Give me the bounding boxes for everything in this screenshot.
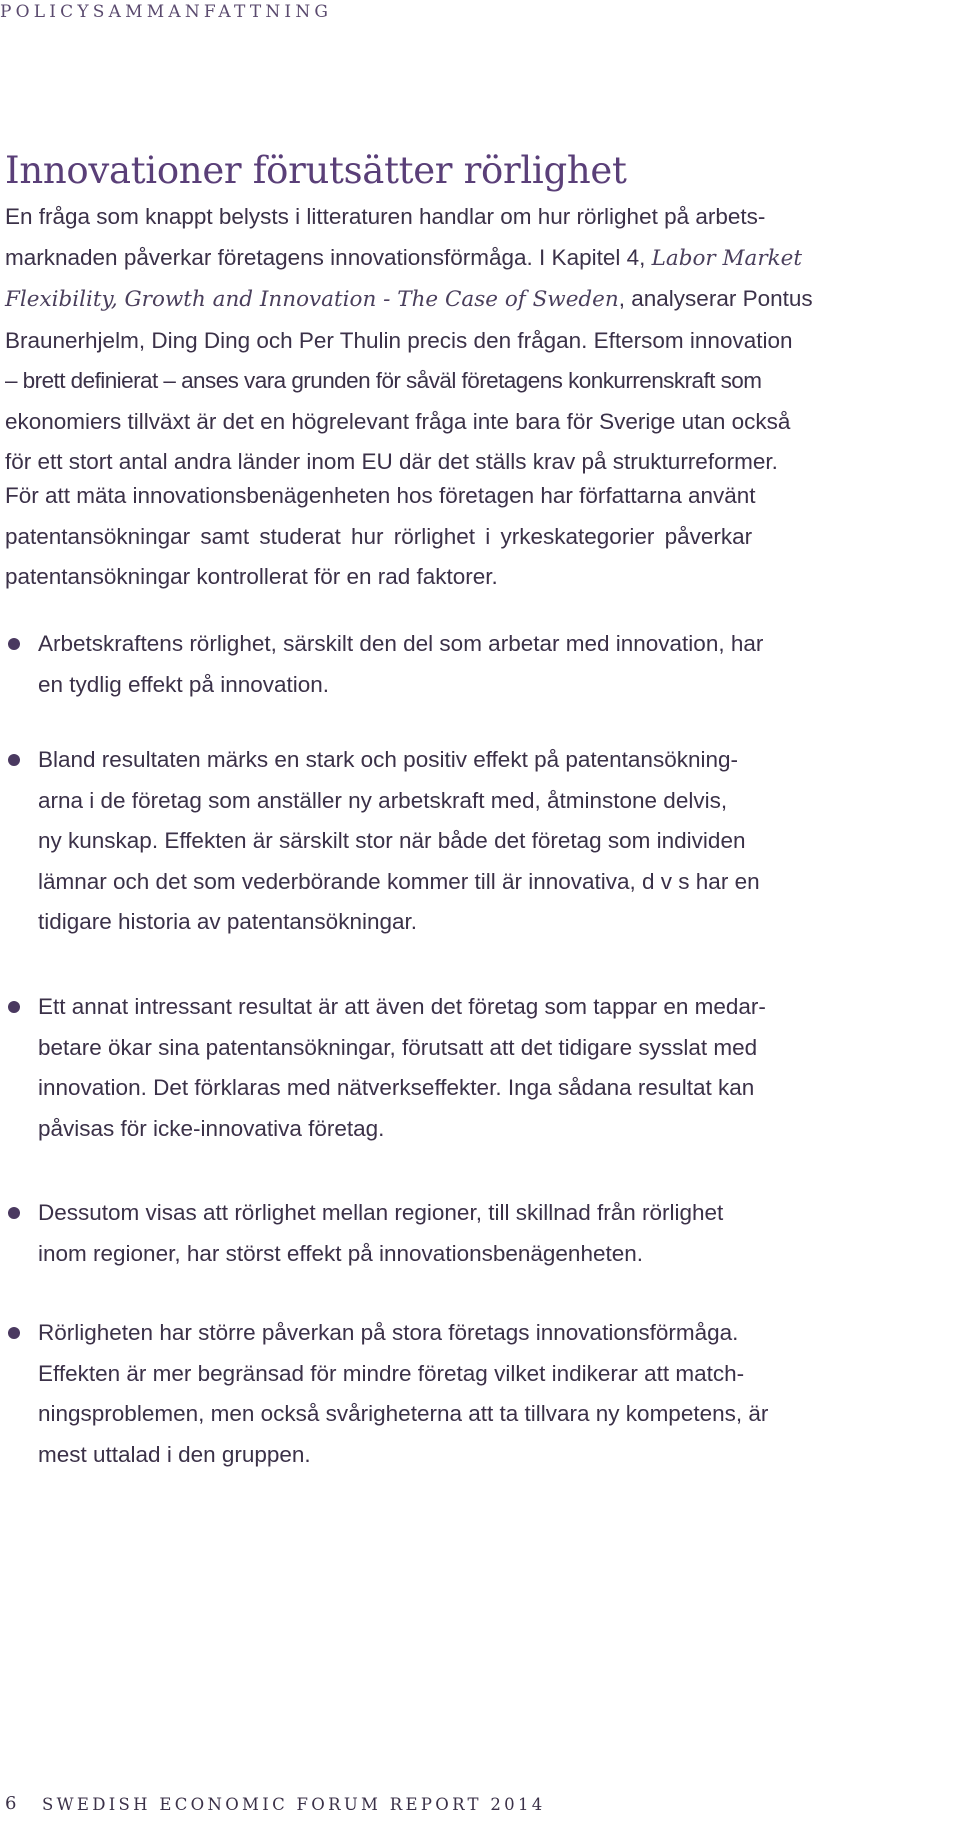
bullet-dot-icon (8, 754, 20, 766)
method-line: För att mäta innovationsbenägenheten hos företagen har författarna använt (5, 483, 756, 508)
finding-line: mest uttalad i den gruppen. (38, 1441, 311, 1467)
finding-line: innovation. Det förklaras med nätverkseffekter. Inga sådana resultat kan (38, 1075, 755, 1100)
finding-line: inom regioner, har störst effekt på innovationsbenägenheten. (38, 1240, 643, 1266)
finding-line: en tydlig effekt på innovation. (38, 671, 330, 697)
intro-paragraph (5, 197, 813, 483)
intro-line-text: , analyserar Pontus (618, 286, 813, 311)
intro-line: för ett stort antal andra länder inom EU där det ställs krav på strukturreformer. (5, 449, 778, 474)
intro-line (5, 238, 813, 280)
intro-line: ekonomiers tillväxt är det en högrelevant fråga inte bara för Sverige utan också (5, 408, 791, 434)
footer-publication-title: SWEDISH ECONOMIC FORUM REPORT 2014 (42, 1795, 546, 1814)
finding-line: arna i de företag som anställer ny arbetskraft med, åtminstone delvis, (38, 787, 728, 813)
intro-line: Braunerhjelm, Ding Ding och Per Thulin precis den frågan. Eftersom innovation (5, 327, 793, 353)
finding-line: Arbetskraftens rörlighet, särskilt den del som arbetar med innovation, har (38, 631, 764, 656)
finding-line: tidigare historia av patentansökningar. (38, 909, 417, 934)
bullet-dot-icon (8, 1207, 20, 1219)
finding-line: Rörligheten har större påverkan på stora företags innovationsförmåga. (38, 1320, 739, 1345)
finding-text (38, 1193, 723, 1274)
finding-text (38, 987, 766, 1149)
page-number: 6 (5, 1793, 17, 1814)
finding-line: ningsproblemen, men också svårigheterna att ta tillvara ny kompetens, är (38, 1401, 769, 1426)
intro-line-text: marknaden påverkar företagens innovationsförmåga. I Kapitel 4, (5, 244, 652, 270)
finding-line: Dessutom visas att rörlighet mellan regioner, till skillnad från rörlighet (38, 1200, 724, 1225)
finding-line: ny kunskap. Effekten är särskilt stor när både det företag som individen (38, 828, 746, 853)
finding-text (38, 740, 760, 943)
finding-line: påvisas för icke-innovativa företag. (38, 1115, 385, 1141)
finding-text (38, 1313, 768, 1475)
finding-line: Effekten är mer begränsad för mindre företag vilket indikerar att match- (38, 1360, 745, 1386)
bullet-dot-icon (8, 638, 20, 650)
method-line: patentansökningar kontrollerat för en rad faktorer. (5, 564, 498, 589)
intro-line: – brett definierat – anses vara grunden för såväl företagens konkurrenskraft som (5, 368, 762, 393)
finding-text (38, 624, 763, 705)
bullet-dot-icon (8, 1327, 20, 1339)
intro-line: En fråga som knappt belysts i litteraturen handlar om hur rörlighet på arbets- (5, 204, 766, 229)
finding-line: lämnar och det som vederbörande kommer till är innovativa, d v s har en (38, 868, 760, 894)
chapter-title-italic: Labor Market (651, 245, 803, 271)
article-title: Innovationer förutsätter rörlighet (5, 149, 627, 192)
finding-line: betare ökar sina patentansökningar, förutsatt att det tidigare sysslat med (38, 1034, 758, 1060)
finding-line: Bland resultaten märks en stark och positiv effekt på patentansökning- (38, 747, 738, 772)
method-line: patentansökningar samt studerat hur rörlighet i yrkeskategorier påverkar (5, 523, 753, 549)
method-paragraph (5, 476, 756, 598)
finding-line: Ett annat intressant resultat är att även det företag som tappar en medar- (38, 994, 766, 1019)
section-label: POLICYSAMMANFATTNING (0, 2, 333, 22)
bullet-dot-icon (8, 1001, 20, 1013)
intro-line (5, 279, 813, 321)
chapter-title-italic: Flexibility, Growth and Innovation - The Case of Sweden (5, 287, 619, 312)
